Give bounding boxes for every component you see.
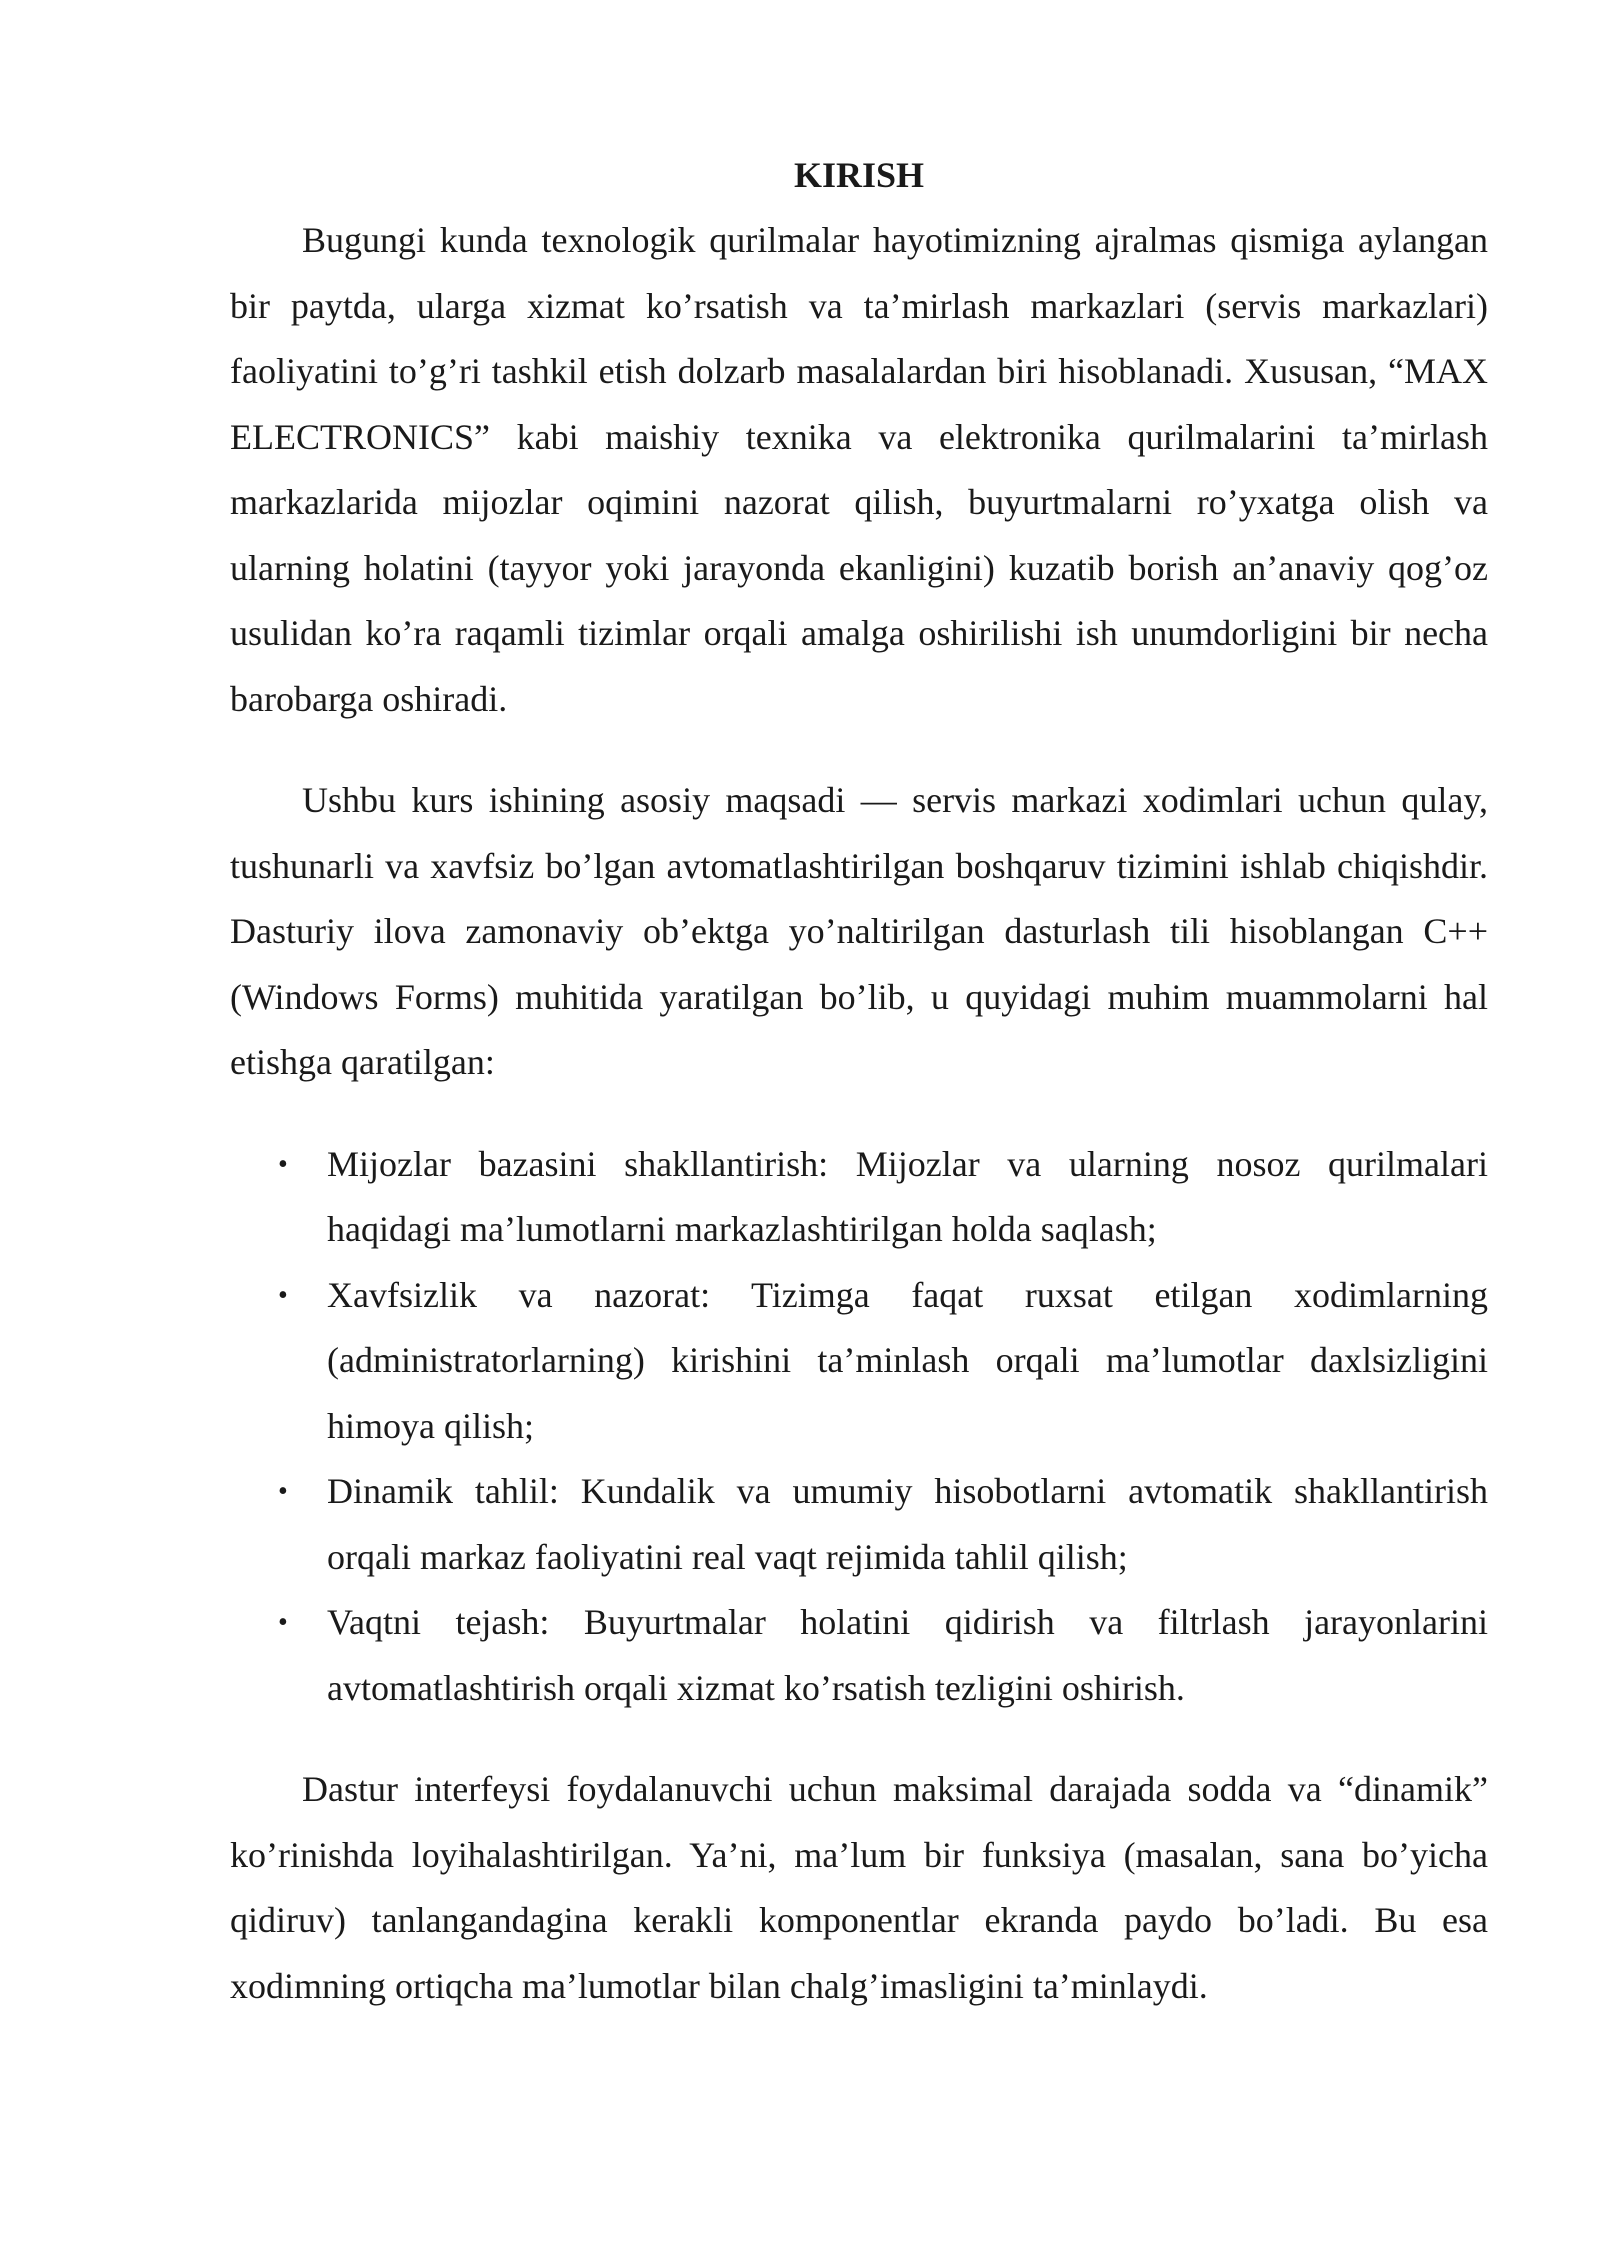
list-item-text: Vaqtni tejash: Buyurtmalar holatini qidirish va filtrlash jarayonlarini avtomatlashtirish orqali xizmat ko’rsatish tezligini oshirish. xyxy=(327,1602,1488,1708)
goal-paragraph: Ushbu kurs ishining asosiy maqsadi — servis markazi xodimlari uchun qulay, tushunarli va xavfsiz bo’lgan avtomatlashtirilgan boshqaruv tizimini ishlab chiqishdir. Dasturiy ilova zamonaviy ob’ektga yo’naltirilgan dasturlash tili hisoblangan C++ (Windows Forms) muhitida yaratilgan bo’lib, u quyidagi muhim muammolarni hal etishga qaratilgan: xyxy=(230,780,1488,1082)
bullet-icon: • xyxy=(278,1607,288,1638)
bullet-icon: • xyxy=(278,1148,288,1180)
list-item xyxy=(230,1132,1488,1263)
list-item-text: Dinamik tahlil: Kundalik va umumiy hisobotlarni avtomatik shakllantirish orqali markaz faoliyatini real vaqt rejimida tahlil qilish; xyxy=(327,1471,1488,1577)
list-item-text: Xavfsizlik va nazorat: Tizimga faqat ruxsat etilgan xodimlarning (administratorlarning) kirishini ta’minlash orqali ma’lumotlar daxlsizligini himoya qilish; xyxy=(327,1274,1488,1446)
page-title: KIRISH xyxy=(793,155,925,195)
intro-paragraph: Bugungi kunda texnologik qurilmalar hayotimizning ajralmas qismiga aylangan bir paytda, ularga xizmat ko’rsatish va ta’mirlash markazlari (servis markazlari) faoliyatini to’g’ri tashkil etish dolzarb masalalardan biri hisoblanadi. Xususan, “MAX ELECTRONICS” kabi maishiy texnika va elektronika qurilmalarini ta’mirlash markazlarida mijozlar oqimini nazorat qilish, buyurtmalarni ro’yxatga olish va ularning holatini (tayyor yoki jarayonda ekanligini) kuzatib borish an’anaviy qog’oz usulidan ko’ra raqamli tizimlar orqali amalga oshirilishi ish unumdorligini bir necha barobarga oshiradi. xyxy=(230,220,1488,719)
bullet-icon: • xyxy=(278,1476,288,1507)
closing-paragraph: Dastur interfeysi foydalanuvchi uchun maksimal darajada sodda va “dinamik” ko’rinishda loyihalashtirilgan. Ya’ni, ma’lum bir funksiya (masalan, sana bo’yicha qidiruv) tanlangandagina kerakli komponentlar ekranda paydo bo’ladi. Bu esa xodimning ortiqcha ma’lumotlar bilan chalg’imasligini ta’minlaydi. xyxy=(230,1769,1488,2006)
list-item xyxy=(230,1263,1488,1460)
document-page xyxy=(230,150,1488,2019)
list-item xyxy=(230,1590,1488,1721)
list-item xyxy=(230,1459,1488,1590)
bullet-icon: • xyxy=(278,1279,288,1311)
list-item-text: Mijozlar bazasini shakllantirish: Mijozlar va ularning nosoz qurilmalari haqidagi ma’lumotlarni markazlashtirilgan holda saqlash; xyxy=(327,1143,1488,1249)
goals-list xyxy=(230,1132,1488,1722)
